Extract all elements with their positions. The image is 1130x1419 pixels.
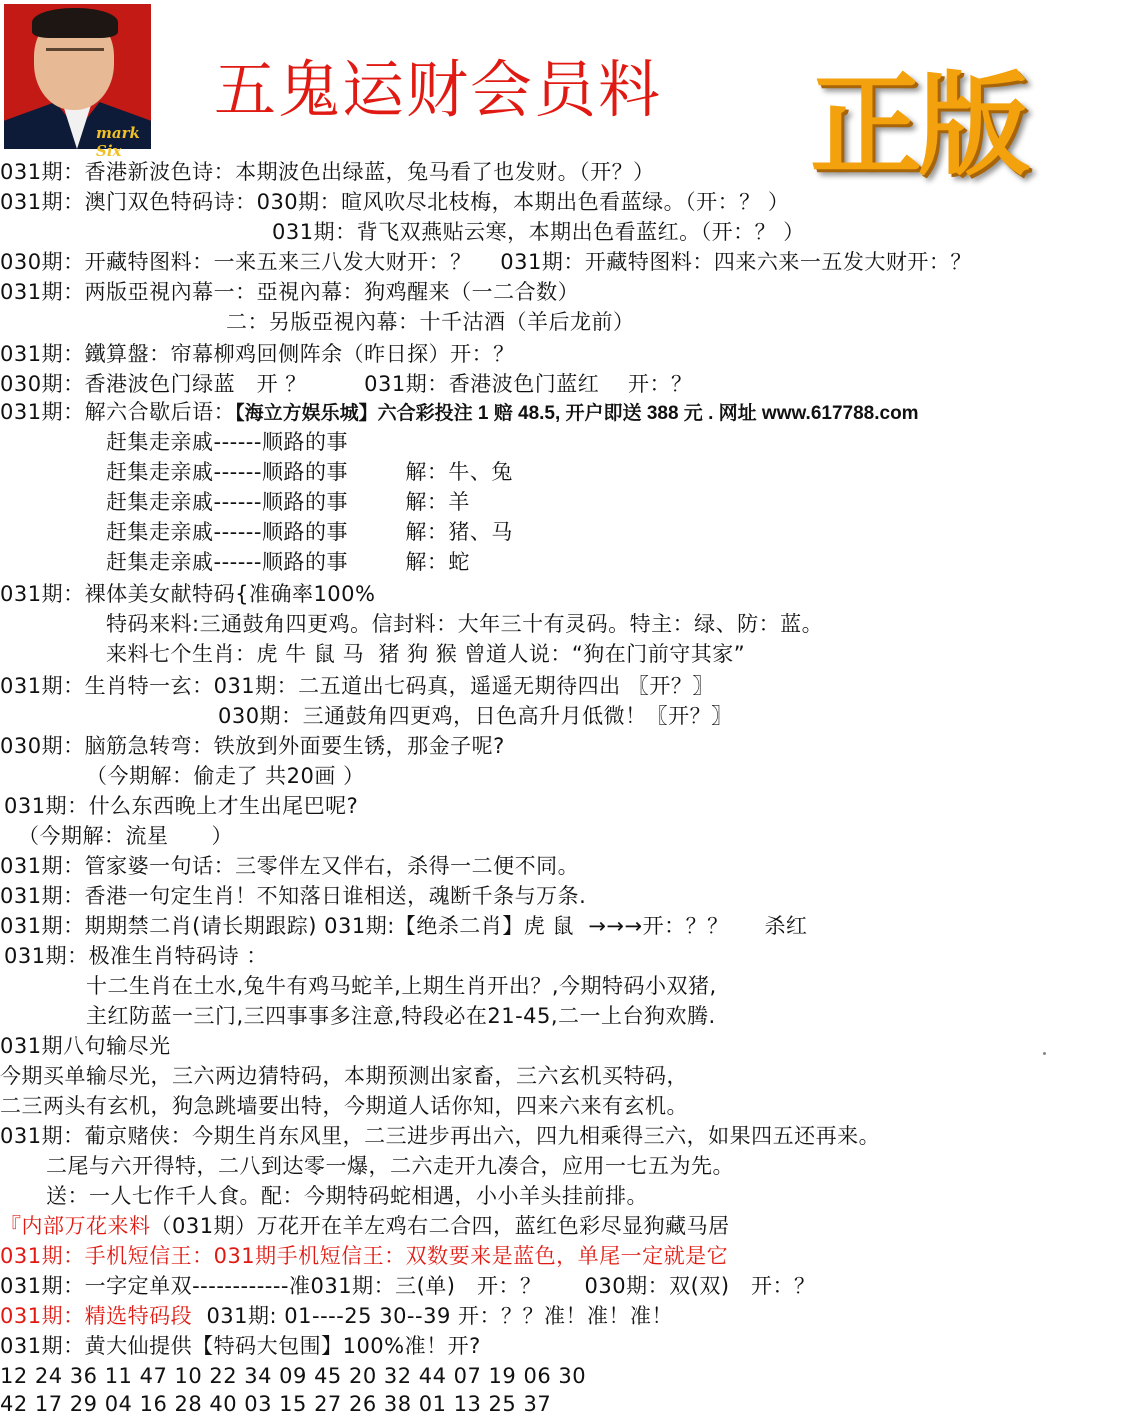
text-line: 赶集走亲戚------顺路的事 解：蛇 [106, 550, 470, 574]
text-line: 030期：香港波色门绿蓝 开 ？ 031期：香港波色门蓝红 开：？ [0, 372, 693, 396]
text-line: 030期：开藏特图料：一来五来三八发大财开：？ 031期：开藏特图料：四来六来一五发大财开：？ [0, 250, 972, 274]
portrait-glasses [46, 48, 104, 63]
text-line: 031期：香港一句定生肖！不知落日谁相送，魂断千条与万条. [0, 884, 587, 908]
number-row: 42 17 29 04 16 28 40 03 15 27 26 38 01 13 25 37 [0, 1392, 552, 1416]
text-line: 031期：葡京赌侠：今期生肖东风里，二三进步再出六，四九相乘得三六，如果四五还再来。 [0, 1124, 881, 1148]
text-line: 二：另版亞視內幕：十千沽酒（羊后龙前） [226, 310, 635, 334]
text-line: 031期：背飞双燕贴云寒，本期出色看蓝红。（开：？ ） [272, 220, 805, 244]
text-line: 今期买单输尽光，三六两边猜特码，本期预测出家畜，三六玄机买特码， [0, 1064, 688, 1088]
text-line: 031期：管家婆一句话：三零伴左又伴右，杀得一二便不同。 [0, 854, 580, 878]
text-line: 031期八句输尽光 [0, 1034, 171, 1058]
text-line: 031期：解六合歇后语：【海立方娱乐城】六合彩投注 1 赔 48.5, 开户即送 388 元 . 网址 www.617788.com [0, 400, 919, 424]
text-line: 031期：生肖特一玄：031期：二五道出七码真，遥遥无期待四出 〖开？〗 [0, 674, 714, 698]
text-line: 送：一人七作千人食。配：今期特码蛇相遇，小小羊头挂前排。 [46, 1184, 648, 1208]
page-title: 五鬼运财会员料 [214, 53, 663, 126]
text-line: 二尾与六开得特，二八到达零一爆，二六走开九凑合，应用一七五为先。 [46, 1154, 734, 1178]
portrait-photo [4, 4, 151, 160]
text-line: 031期：一字定单双------------准031期：三(单) 开：？ 030期：双(双) 开：？ [0, 1274, 816, 1298]
portrait-hair [32, 8, 118, 38]
text-line: 031期：澳门双色特码诗：030期：暄风吹尽北枝梅，本期出色看蓝绿。（开：？ ） [0, 190, 790, 214]
text-line: 来料七个生肖：虎 牛 鼠 马 猪 狗 猴 曾道人说：“狗在门前守其家” [106, 642, 746, 666]
text-line: 031期：两版亞視內幕一：亞視內幕：狗鸡醒来（一二合数） [0, 280, 580, 304]
text-line: 赶集走亲戚------顺路的事 解：猪、马 [106, 520, 513, 544]
text-line: 031期：手机短信王：031期手机短信王：双数要来是蓝色，单尾一定就是它 [0, 1244, 729, 1268]
number-row: 12 24 36 11 47 10 22 34 09 45 20 32 44 07 19 06 30 [0, 1364, 587, 1388]
stray-dot [1043, 1052, 1046, 1055]
text-line: 031期：精选特码段 031期: 01----25 30--39 开：？？准！准！准！ [0, 1304, 673, 1328]
text-line: 031期：期期禁二肖(请长期跟踪) 031期:【绝杀二肖】虎 鼠 →→→开：？？ 杀红 [0, 914, 808, 938]
text-line: 赶集走亲戚------顺路的事 解：羊 [106, 490, 470, 514]
text-line: 『内部万花来料（031期）万花开在羊左鸡右二合四，蓝红色彩尽显狗藏马居 [0, 1214, 730, 1238]
casino-ad-text: 【海立方娱乐城】六合彩投注 1 赔 48.5, 开户即送 388 元 . 网址 www.617788.com [235, 403, 919, 424]
text-line: 030期：三通鼓角四更鸡，日色高升月低微！〖开？〗 [218, 704, 733, 728]
text-line: 031期：裸体美女献特码{准确率100% [0, 582, 376, 606]
genuine-badge: 正版 [810, 61, 1026, 191]
text-line: 赶集走亲戚------顺路的事 解：牛、兔 [106, 460, 513, 484]
text-line: 031期：鐵算盤：帘幕柳鸡回侧阵余（昨日探）开：？ [0, 342, 515, 366]
text-line: （今期解：偷走了 共20画 ） [86, 764, 365, 788]
text-line: （今期解：流星 ） [18, 824, 234, 848]
text-line: 二三两头有玄机，狗急跳墙要出特，今期道人话你知，四来六来有玄机。 [0, 1094, 688, 1118]
text-line: 031期：香港新波色诗：本期波色出绿蓝，兔马看了也发财。（开？） [0, 160, 655, 184]
text-line: 特码来料:三通鼓角四更鸡。信封料：大年三十有灵码。特主：绿、防：蓝。 [106, 612, 824, 636]
text-line: 主红防蓝一三门,三四事事多注意,特段必在21-45,二一上台狗欢腾. [86, 1004, 716, 1028]
text-line: 十二生肖在土水,兔牛有鸡马蛇羊,上期生肖开出？,今期特码小双猪, [86, 974, 717, 998]
text-line: 031期：极准生肖特码诗 ： [4, 944, 268, 968]
text-line: 031期：什么东西晚上才生出尾巴呢? [4, 794, 359, 818]
text-line: 赶集走亲戚------顺路的事 [106, 430, 348, 454]
text-line: 031期：黄大仙提供【特码大包围】100%准！开? [0, 1334, 481, 1358]
marksix-logo: mark Six [96, 124, 140, 160]
text-line: 030期：脑筋急转弯：铁放到外面要生锈，那金子呢? [0, 734, 505, 758]
